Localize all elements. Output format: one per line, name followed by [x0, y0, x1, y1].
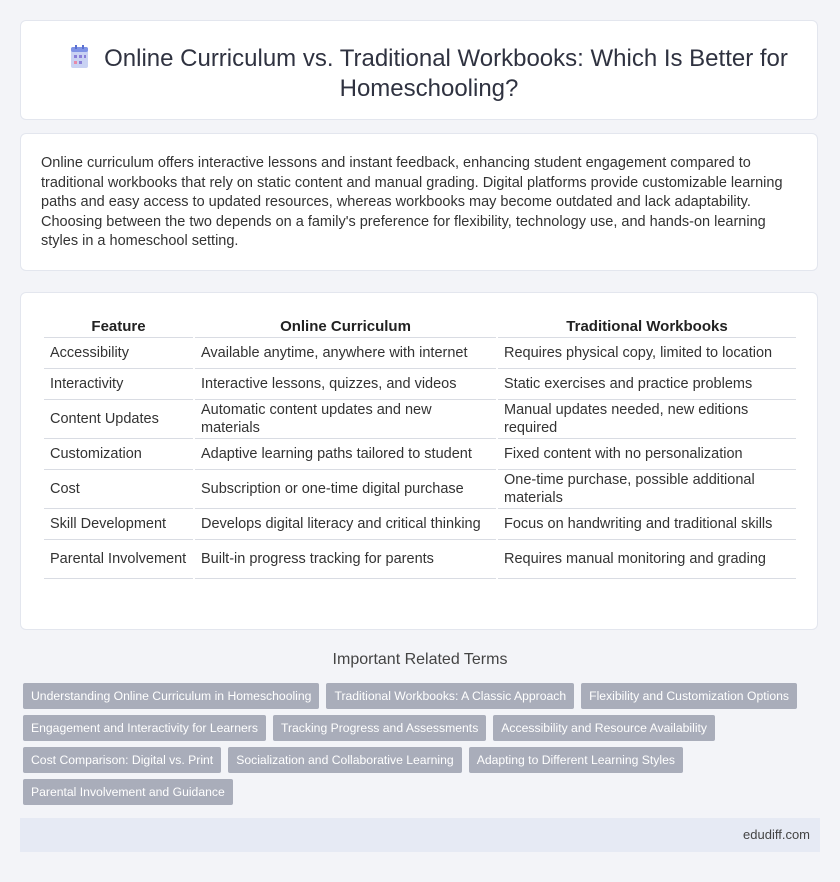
feature-cell: Customization: [44, 439, 193, 470]
summary-card: [20, 133, 818, 271]
related-terms-list: [23, 683, 803, 805]
comparison-table: [42, 315, 798, 579]
feature-cell: Skill Development: [44, 509, 193, 540]
related-term-tag[interactable]: Flexibility and Customization Options: [581, 683, 797, 709]
related-term-tag[interactable]: Understanding Online Curriculum in Homeschooling: [23, 683, 319, 709]
table-row: [44, 369, 796, 400]
online-cell: Develops digital literacy and critical thinking: [195, 509, 496, 540]
table-row: [44, 540, 796, 579]
page-title-wrap: [61, 44, 797, 104]
workbook-cell: Focus on handwriting and traditional skills: [498, 509, 796, 540]
header-traditional-workbooks: Traditional Workbooks: [498, 315, 796, 338]
comparison-table-card: [20, 292, 818, 630]
online-cell: Built-in progress tracking for parents: [195, 540, 496, 579]
table-row: [44, 400, 796, 439]
summary-text: Online curriculum offers interactive lessons and instant feedback, enhancing student engagement compared to traditional workbooks that rely on static content and manual grading. Digital platforms provide customizable learning paths and easy access to updated resources, whereas workbooks may become outdated and lack adaptability. Choosing between the two depends on a family's preference for flexibility, technology use, and hands-on learning styles in a homeschool setting.: [41, 155, 783, 250]
table-row: [44, 509, 796, 540]
online-cell: Adaptive learning paths tailored to student: [195, 439, 496, 470]
related-term-tag[interactable]: Tracking Progress and Assessments: [273, 715, 486, 741]
footer-site-link[interactable]: edudiff.com: [743, 827, 810, 842]
related-term-tag[interactable]: Cost Comparison: Digital vs. Print: [23, 747, 221, 773]
online-cell: Interactive lessons, quizzes, and videos: [195, 369, 496, 400]
header-online-curriculum: Online Curriculum: [195, 315, 496, 338]
footer: [20, 818, 820, 852]
table-row: [44, 470, 796, 509]
header-feature: Feature: [44, 315, 193, 338]
workbook-cell: Requires physical copy, limited to location: [498, 338, 796, 369]
related-term-tag[interactable]: Traditional Workbooks: A Classic Approach: [326, 683, 574, 709]
workbook-cell: Static exercises and practice problems: [498, 369, 796, 400]
feature-cell: Interactivity: [44, 369, 193, 400]
related-term-tag[interactable]: Engagement and Interactivity for Learners: [23, 715, 266, 741]
workbook-cell: Fixed content with no personalization: [498, 439, 796, 470]
feature-cell: Accessibility: [44, 338, 193, 369]
related-term-tag[interactable]: Adapting to Different Learning Styles: [469, 747, 683, 773]
page-title: Online Curriculum vs. Traditional Workbooks: Which Is Better for Homeschooling?: [104, 45, 788, 102]
workbook-cell: One-time purchase, possible additional materials: [498, 470, 796, 509]
online-cell: Available anytime, anywhere with internet: [195, 338, 496, 369]
online-cell: Subscription or one-time digital purchase: [195, 470, 496, 509]
related-terms-title: Important Related Terms: [332, 651, 508, 668]
feature-cell: Content Updates: [44, 400, 193, 439]
title-card: [20, 20, 818, 120]
related-term-tag[interactable]: Accessibility and Resource Availability: [493, 715, 715, 741]
online-cell: Automatic content updates and new materials: [195, 400, 496, 439]
feature-cell: Cost: [44, 470, 193, 509]
related-term-tag[interactable]: Socialization and Collaborative Learning: [228, 747, 461, 773]
workbook-cell: Requires manual monitoring and grading: [498, 540, 796, 579]
document-icon: [70, 45, 90, 69]
table-row: [44, 338, 796, 369]
table-row: [44, 439, 796, 470]
related-term-tag[interactable]: Parental Involvement and Guidance: [23, 779, 233, 805]
feature-cell: Parental Involvement: [44, 540, 193, 579]
workbook-cell: Manual updates needed, new editions required: [498, 400, 796, 439]
